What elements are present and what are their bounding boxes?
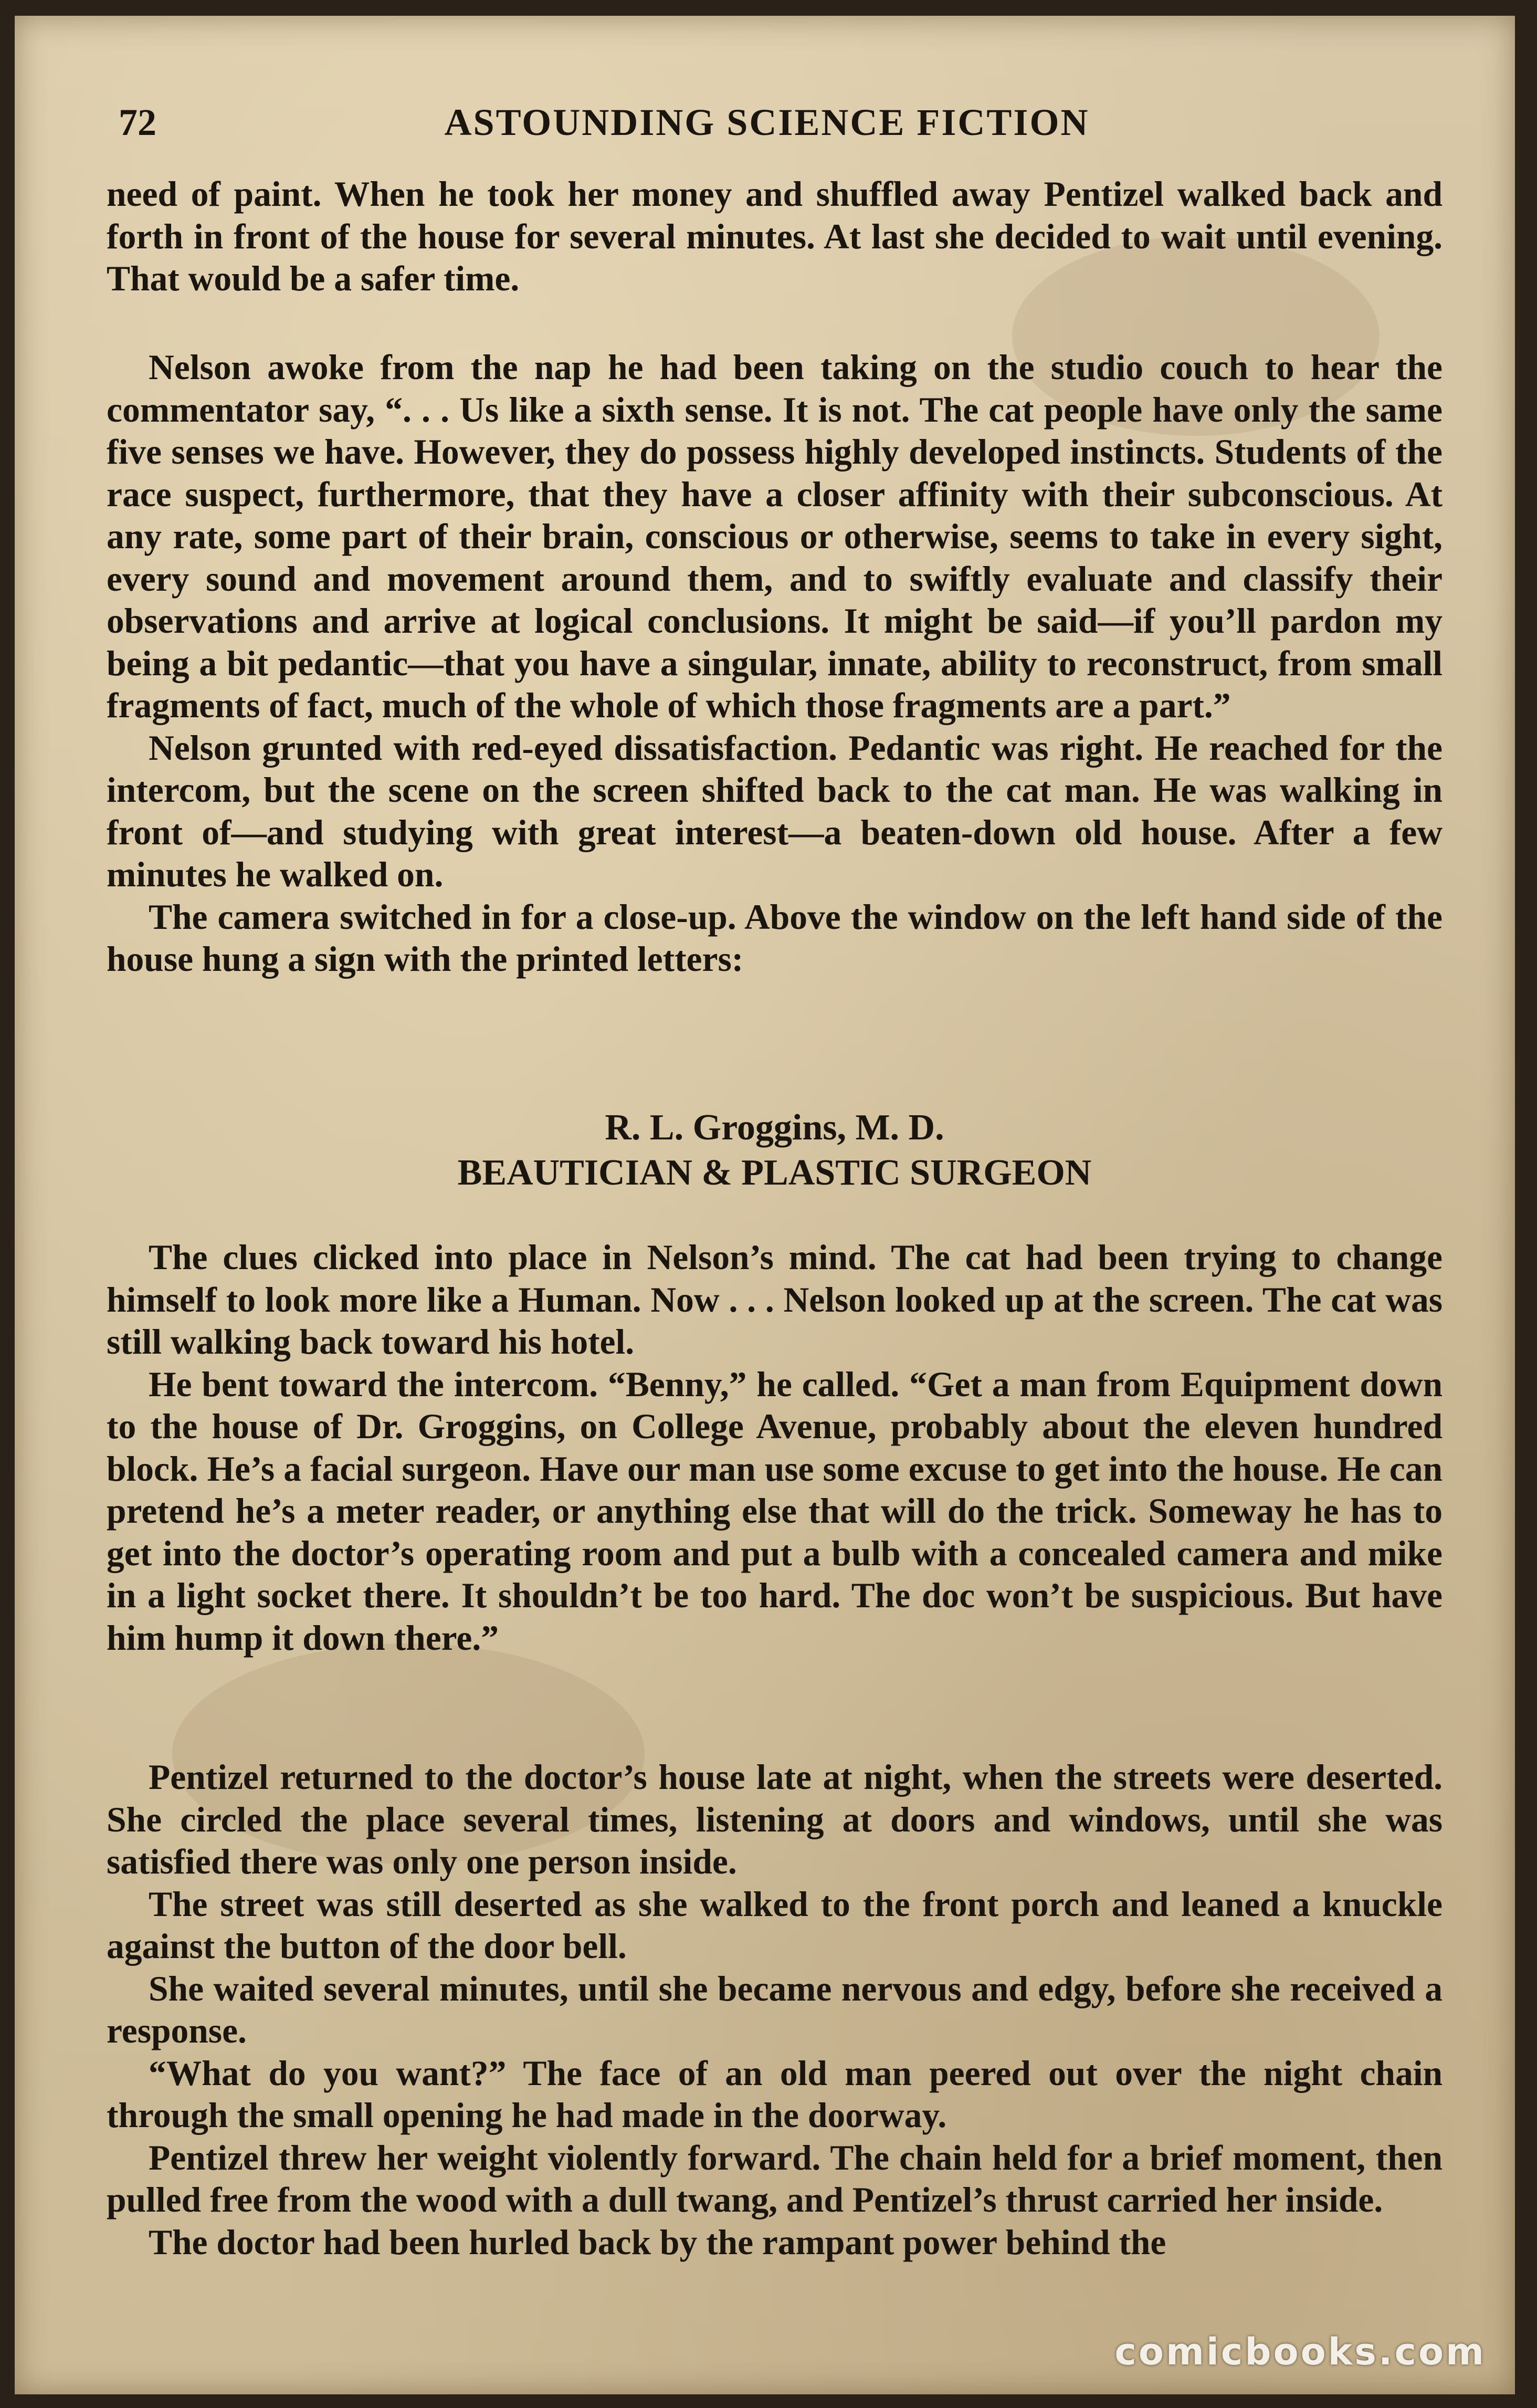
paragraph: The clues clicked into place in Nelson’s mind. The cat had been trying to change himself to look more like a Human. Now . . . Nelson looked up at the screen. The cat was still walking back toward his hotel. xyxy=(107,1238,1443,1362)
paragraph: Nelson awoke from the nap he had been taking on the studio couch to hear the commentator say, “. . . Us like a sixth sense. It is not. The cat people have only the same five senses we have. However, they do possess highly developed instincts. Students of the race suspect, furthermore, that they have a closer affinity with their subconscious. At any rate, some part of their brain, conscious or otherwise, seems to take in every sight, every sound and movement around them, and to swiftly evaluate and classify their observations and arrive at logical conclusions. It might be said—if you’ll pardon my being a bit pedantic—that you have a singular, innate, ability to reconstruct, from small fragments of fact, much of the whole of which those fragments are a part.” xyxy=(107,348,1443,725)
paragraph: Pentizel threw her weight violently forward. The chain held for a brief moment, then pulled free from the wood with a dull twang, and Pentizel’s thrust carried her inside. xyxy=(107,2138,1443,2219)
sign-name-line: R. L. Groggins, M. D. xyxy=(605,1107,944,1148)
paragraph: Nelson grunted with red-eyed dissatisfaction. Pedantic was right. He reached for the intercom, but the scene on the screen shifted back to the cat man. He was walking in front of—and studying with great interest—a beaten-down old house. After a few minutes he walked on. xyxy=(107,728,1443,894)
book-page xyxy=(15,16,1515,2394)
running-head xyxy=(103,95,1431,152)
watermark-logo: comicbooks.com xyxy=(1114,2330,1486,2373)
paragraph: The doctor had been hurled back by the rampant power behind the xyxy=(149,2222,1166,2262)
section-4 xyxy=(107,1756,1443,2264)
page-number: 72 xyxy=(119,101,156,143)
section-2 xyxy=(107,347,1443,981)
section-1 xyxy=(107,173,1443,300)
journal-title: ASTOUNDING SCIENCE FICTION xyxy=(444,101,1090,143)
sign-title-line: BEAUTICIAN & PLASTIC SURGEON xyxy=(457,1153,1092,1193)
paragraph: need of paint. When he took her money and shuffled away Pentizel walked back and forth in front of the house for several minutes. At last she decided to wait until evening. That would be a safer time. xyxy=(107,174,1443,298)
paragraph: Pentizel returned to the doctor’s house late at night, when the streets were deserted. She circled the place several times, listening at doors and windows, until she was satisfied there was only one person inside. xyxy=(107,1757,1443,1881)
paragraph: The street was still deserted as she walked to the front porch and leaned a knuckle against the button of the door bell. xyxy=(107,1884,1443,1966)
paragraph: She waited several minutes, until she became nervous and edgy, before she received a response. xyxy=(107,1969,1443,2050)
paragraph: The camera switched in for a close-up. Above the window on the left hand side of the house hung a sign with the printed letters: xyxy=(107,897,1443,979)
doctor-sign xyxy=(107,1105,1443,1196)
paragraph: He bent toward the intercom. “Benny,” he called. “Get a man from Equipment down to the house of Dr. Groggins, on College Avenue, probably about the eleven hundred block. He’s a facial surgeon. Have our man use some excuse to get into the house. He can pretend he’s a meter reader, or anything else that will do the trick. Someway he has to get into the doctor’s operating room and put a bulb with a concealed camera and mike in a light socket there. It shouldn’t be too hard. The doc won’t be suspicious. But have him hump it down there.” xyxy=(107,1364,1443,1658)
paragraph: “What do you want?” The face of an old man peered out over the night chain through the small opening he had made in the doorway. xyxy=(107,2053,1443,2135)
section-3 xyxy=(107,1237,1443,1659)
